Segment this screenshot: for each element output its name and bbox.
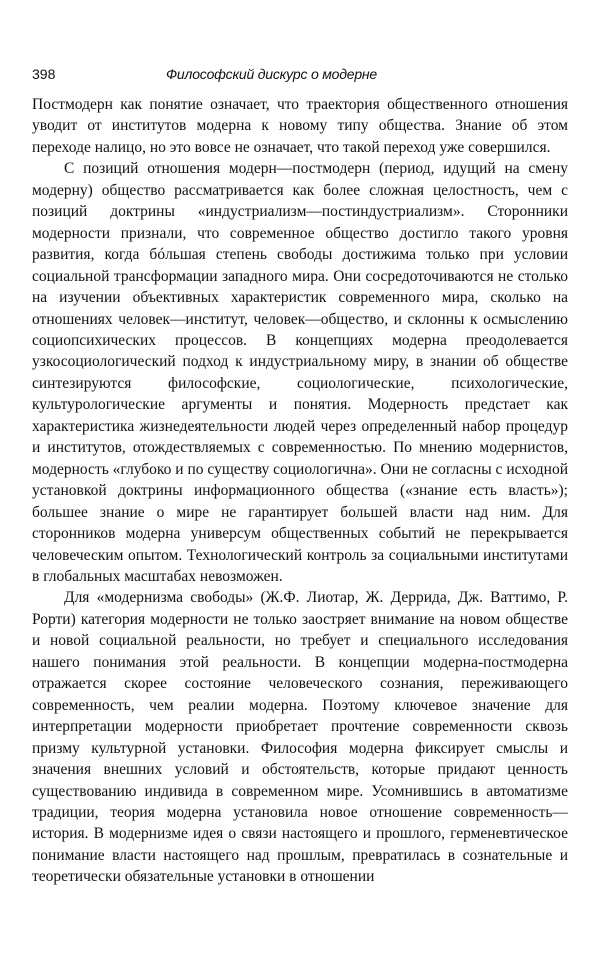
paragraph-3: Для «модернизма свободы» (Ж.Ф. Лиотар, Ж. Деррида, Дж. Ваттимо, Р. Рорти) категория модерности не только заостряет внимание на новом обществе и новой социальной реальности, но требует и специального исследования нашего понимания этой реальности. В концепции модерна-постмодерна отражается скорее состояние человеческого сознания, переживающего современность, чем реалии модерна. Поэтому ключевое значение для интерпретации модерности приобретает прочтение современности сквозь призму культурной установки. Философия модерна фиксирует смыслы и значения внешних условий и обстоятельств, которые придают ценность существованию индивида в современном мире. Усомнившись в автоматизме традиции, теория модерна установила новое отношение современность—история. В модернизме идея о связи настоящего и прошлого, герменевтическое понимание власти настоящего над прошлым, превратилась в сознательные и теоретически обязательные установки в отношении [32, 589, 568, 886]
page-number: 398 [32, 66, 56, 82]
body-text [32, 94, 568, 888]
running-title: Философский дискурс о модерне [166, 66, 378, 82]
paragraph-1: Постмодерн как понятие означает, что траектория общественного отношения уводит от институтов модерна к новому типу общества. Знание об этом переходе налицо, но это вовсе не означает, что такой переход уже совершился. [32, 96, 568, 156]
page-header [32, 64, 568, 84]
paragraph-2: С позиций отношения модерн—постмодерн (период, идущий на смену модерну) общество рассматривается как более сложная целостность, чем с позиций доктрины «индустриализм—постиндустриализм». Сторонники модерности признали, что современное общество достигло такого уровня развития, когда бóльшая степень свободы достижима только при условии социальной трансформации западного мира. Они сосредоточиваются не столько на изучении объективных характеристик современного мира, сколько на отношениях человек—институт, человек—общество, и склонны к осмыслению социопсихических процессов. В концепциях модерна преодолевается узкосоциологический подход к индустриальному миру, в знании об обществе синтезируются философские, социологические, психологические, культурологические аргументы и понятия. Модерность предстает как характеристика жизнедеятельности людей через определенный набор процедур и институтов, отождествляемых с современностью. По мнению модернистов, модерность «глубоко и по существу социологична». Они не согласны с исходной установкой доктрины информационного общества («знание есть власть»); большее знание о мире не гарантирует большей власти над ним. Для сторонников модерна универсум общественных событий не перекрывается человеческим опытом. Технологический контроль за социальными институтами в глобальных масштабах невозможен. [32, 160, 568, 585]
